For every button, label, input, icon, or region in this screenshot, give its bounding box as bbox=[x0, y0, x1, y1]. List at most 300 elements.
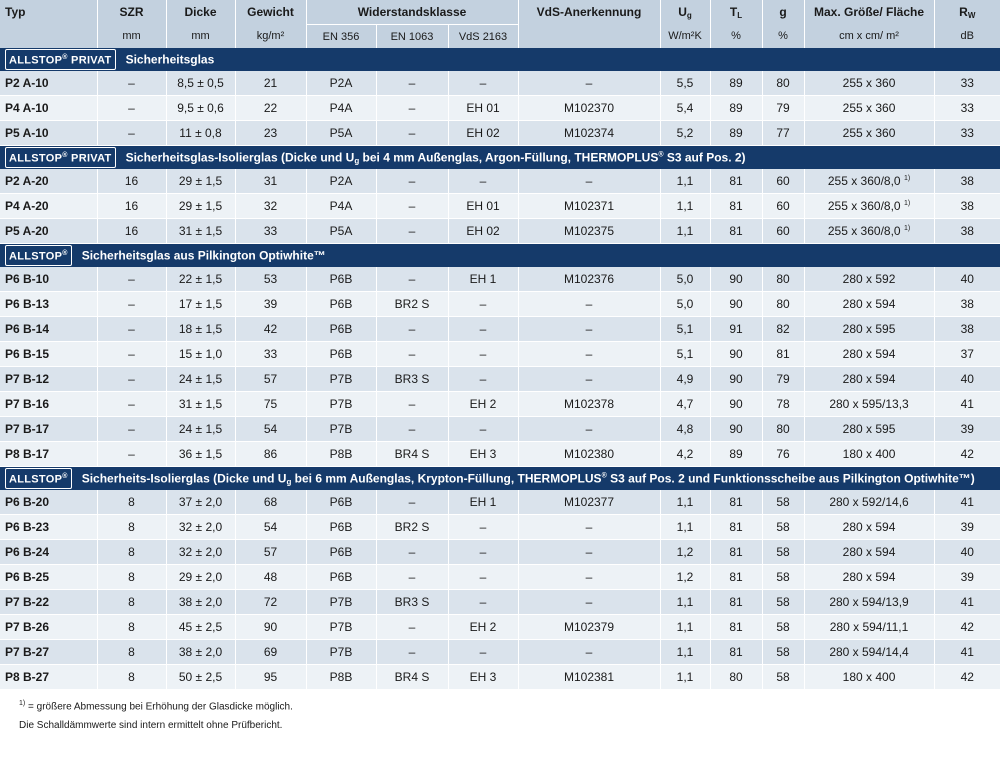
cell-tl bbox=[710, 121, 762, 146]
cell-value: – bbox=[408, 174, 416, 188]
cell-value: P8B bbox=[329, 447, 353, 461]
cell-dicke bbox=[166, 590, 235, 615]
cell-typ bbox=[0, 317, 97, 342]
cell-value: 39 bbox=[960, 520, 974, 534]
cell-en1063 bbox=[376, 665, 448, 690]
cell-value: – bbox=[128, 297, 135, 311]
cell-gewicht bbox=[235, 342, 306, 367]
cell-value: 50 ± 2,5 bbox=[178, 670, 223, 684]
cell-value: 38 ± 2,0 bbox=[178, 595, 223, 609]
cell-typ bbox=[0, 219, 97, 244]
cell-rw bbox=[934, 442, 1000, 467]
cell-rw bbox=[934, 267, 1000, 292]
cell-g bbox=[762, 342, 804, 367]
cell-en1063 bbox=[376, 367, 448, 392]
cell-value: 90 bbox=[729, 372, 743, 386]
cell-dicke bbox=[166, 194, 235, 219]
cell-vds-nr bbox=[518, 615, 660, 640]
cell-g bbox=[762, 615, 804, 640]
cell-value: 31 ± 1,5 bbox=[178, 224, 223, 238]
cell-value: P7 B-27 bbox=[5, 645, 50, 659]
cell-rw bbox=[934, 342, 1000, 367]
cell-value: EH 2 bbox=[469, 620, 497, 634]
cell-szr bbox=[97, 219, 166, 244]
cell-value: P7B bbox=[329, 397, 353, 411]
rw-sub: W bbox=[967, 10, 976, 20]
table-row bbox=[0, 640, 1000, 665]
cell-gewicht bbox=[235, 515, 306, 540]
cell-dicke bbox=[166, 317, 235, 342]
cell-value: 8 bbox=[128, 495, 135, 509]
section-title-rest: bei 4 mm Außenglas, Argon-Füllung, THERMOPLUS bbox=[359, 150, 659, 165]
cell-en1063 bbox=[376, 540, 448, 565]
cell-vds-nr bbox=[518, 292, 660, 317]
cell-en356 bbox=[306, 442, 376, 467]
cell-rw bbox=[934, 490, 1000, 515]
cell-value: P6B bbox=[329, 272, 353, 286]
cell-value: P6 B-15 bbox=[5, 347, 50, 361]
cell-value: – bbox=[479, 595, 487, 609]
cell-en356 bbox=[306, 590, 376, 615]
cell-value: 40 bbox=[960, 272, 974, 286]
cell-gewicht bbox=[235, 219, 306, 244]
cell-max-groesse bbox=[804, 665, 934, 690]
cell-rw bbox=[934, 590, 1000, 615]
cell-value: – bbox=[408, 645, 416, 659]
cell-value: – bbox=[408, 272, 416, 286]
cell-value: 80 bbox=[776, 272, 790, 286]
cell-value: 255 x 360 bbox=[842, 126, 896, 140]
table-row bbox=[0, 121, 1000, 146]
cell-en1063 bbox=[376, 590, 448, 615]
cell-value: P8 B-27 bbox=[5, 670, 50, 684]
cell-max-groesse bbox=[804, 515, 934, 540]
cell-vds-nr bbox=[518, 317, 660, 342]
cell-szr bbox=[97, 392, 166, 417]
cell-value: 15 ± 1,0 bbox=[178, 347, 223, 361]
unit-g: % bbox=[762, 25, 804, 49]
cell-value: 8 bbox=[128, 570, 135, 584]
cell-value: 1,1 bbox=[676, 520, 694, 534]
unit-szr: mm bbox=[97, 25, 166, 49]
cell-value: 8 bbox=[128, 620, 135, 634]
cell-value: 17 ± 1,5 bbox=[178, 297, 223, 311]
cell-tl bbox=[710, 540, 762, 565]
cell-tl bbox=[710, 342, 762, 367]
cell-value: P6B bbox=[329, 322, 353, 336]
cell-value: P6 B-23 bbox=[5, 520, 50, 534]
table-row bbox=[0, 71, 1000, 96]
cell-value: 280 x 594 bbox=[842, 545, 896, 559]
cell-ug bbox=[660, 392, 710, 417]
cell-vds2163 bbox=[448, 342, 518, 367]
cell-dicke bbox=[166, 96, 235, 121]
cell-en1063 bbox=[376, 169, 448, 194]
cell-value: 21 bbox=[263, 76, 278, 90]
cell-ug bbox=[660, 615, 710, 640]
cell-szr bbox=[97, 540, 166, 565]
cell-value: 8 bbox=[128, 520, 135, 534]
cell-value: – bbox=[479, 322, 487, 336]
cell-value: 5,4 bbox=[676, 101, 694, 115]
cell-typ bbox=[0, 342, 97, 367]
cell-value: 78 bbox=[776, 397, 790, 411]
cell-vds2163 bbox=[448, 565, 518, 590]
cell-value: – bbox=[128, 347, 135, 361]
cell-value: 77 bbox=[776, 126, 790, 140]
cell-value: – bbox=[585, 520, 593, 534]
cell-value: 81 bbox=[776, 347, 790, 361]
cell-value: P6 B-24 bbox=[5, 545, 50, 559]
table-row bbox=[0, 267, 1000, 292]
cell-en356 bbox=[306, 367, 376, 392]
units-row bbox=[0, 25, 1000, 49]
cell-value: 1,2 bbox=[676, 545, 694, 559]
cell-value: 80 bbox=[776, 76, 790, 90]
cell-tl bbox=[710, 565, 762, 590]
cell-value: 280 x 594/11,1 bbox=[829, 620, 909, 634]
table-row bbox=[0, 342, 1000, 367]
cell-tl bbox=[710, 615, 762, 640]
cell-value: – bbox=[128, 447, 135, 461]
cell-value: 33 bbox=[263, 347, 278, 361]
cell-value: – bbox=[479, 645, 487, 659]
cell-value: – bbox=[479, 174, 487, 188]
cell-ug bbox=[660, 96, 710, 121]
cell-value: 4,9 bbox=[676, 372, 694, 386]
unit-vds2163: VdS 2163 bbox=[448, 25, 518, 49]
cell-value: 255 x 360/8,0 bbox=[827, 224, 901, 238]
cell-value: 72 bbox=[263, 595, 278, 609]
cell-value: – bbox=[128, 101, 135, 115]
cell-dicke bbox=[166, 342, 235, 367]
table-row bbox=[0, 417, 1000, 442]
cell-value: P7B bbox=[329, 595, 353, 609]
cell-max-groesse bbox=[804, 417, 934, 442]
badge-mark: ® bbox=[62, 152, 68, 160]
cell-g bbox=[762, 121, 804, 146]
cell-value: 180 x 400 bbox=[842, 447, 896, 461]
cell-value: – bbox=[408, 347, 416, 361]
cell-value: 180 x 400 bbox=[842, 670, 896, 684]
cell-value: 1,1 bbox=[676, 495, 694, 509]
cell-value: P6 B-20 bbox=[5, 495, 50, 509]
section-title-end: S3 auf Pos. 2) bbox=[663, 150, 746, 165]
section-title-mark: ® bbox=[658, 151, 664, 159]
cell-tl bbox=[710, 665, 762, 690]
cell-value: EH 1 bbox=[469, 495, 497, 509]
cell-typ bbox=[0, 194, 97, 219]
cell-szr bbox=[97, 267, 166, 292]
cell-gewicht bbox=[235, 565, 306, 590]
badge-suffix: PRIVAT bbox=[67, 54, 112, 67]
cell-vds2163 bbox=[448, 490, 518, 515]
cell-ug bbox=[660, 367, 710, 392]
unit-rw: dB bbox=[934, 25, 1000, 49]
cell-value: 81 bbox=[729, 199, 743, 213]
cell-en356 bbox=[306, 71, 376, 96]
cell-en1063 bbox=[376, 267, 448, 292]
cell-en356 bbox=[306, 169, 376, 194]
cell-en1063 bbox=[376, 292, 448, 317]
cell-value: 81 bbox=[729, 620, 743, 634]
cell-dicke bbox=[166, 219, 235, 244]
cell-rw bbox=[934, 515, 1000, 540]
allstop-badge bbox=[5, 49, 116, 70]
cell-value: 53 bbox=[263, 272, 278, 286]
cell-vds-nr bbox=[518, 169, 660, 194]
cell-en356 bbox=[306, 665, 376, 690]
badge-text: ALLSTOP bbox=[9, 473, 63, 486]
cell-value: 38 ± 2,0 bbox=[178, 645, 223, 659]
cell-dicke bbox=[166, 640, 235, 665]
cell-value: 8 bbox=[128, 545, 135, 559]
cell-value: P5A bbox=[329, 126, 353, 140]
cell-value: 95 bbox=[263, 670, 278, 684]
cell-vds-nr bbox=[518, 665, 660, 690]
cell-vds2163 bbox=[448, 71, 518, 96]
cell-szr bbox=[97, 515, 166, 540]
cell-g bbox=[762, 565, 804, 590]
footnote-1-text: = größere Abmessung bei Erhöhung der Glasdicke möglich. bbox=[25, 701, 293, 713]
cell-value: 90 bbox=[729, 297, 743, 311]
cell-vds2163 bbox=[448, 417, 518, 442]
col-dicke: Dicke bbox=[166, 0, 235, 25]
cell-value: 58 bbox=[776, 595, 790, 609]
cell-ug bbox=[660, 540, 710, 565]
cell-value: – bbox=[128, 126, 135, 140]
cell-value: 5,0 bbox=[676, 297, 694, 311]
cell-value: 255 x 360 bbox=[842, 101, 896, 115]
cell-value: 1,1 bbox=[676, 670, 694, 684]
section-title-rest: bei 6 mm Außenglas, Krypton-Füllung, THERMOPLUS bbox=[291, 471, 602, 486]
cell-value: 32 ± 2,0 bbox=[178, 545, 223, 559]
allstop-badge bbox=[5, 147, 116, 168]
cell-dicke bbox=[166, 121, 235, 146]
cell-rw bbox=[934, 615, 1000, 640]
cell-value: 16 bbox=[124, 199, 139, 213]
unit-gewicht: kg/m² bbox=[235, 25, 306, 49]
cell-vds2163 bbox=[448, 515, 518, 540]
tl-sub: L bbox=[737, 10, 743, 20]
cell-rw bbox=[934, 169, 1000, 194]
cell-szr bbox=[97, 121, 166, 146]
cell-ug bbox=[660, 417, 710, 442]
cell-value: 39 bbox=[263, 297, 278, 311]
cell-rw bbox=[934, 417, 1000, 442]
cell-gewicht bbox=[235, 417, 306, 442]
cell-value: P5 A-10 bbox=[5, 126, 49, 140]
tl-label: T bbox=[729, 4, 738, 19]
footnote-marker: 1) bbox=[903, 225, 911, 232]
cell-dicke bbox=[166, 515, 235, 540]
cell-szr bbox=[97, 442, 166, 467]
cell-value: P6B bbox=[329, 297, 353, 311]
cell-value: – bbox=[408, 199, 416, 213]
cell-value: 60 bbox=[776, 199, 790, 213]
cell-typ bbox=[0, 71, 97, 96]
cell-value: – bbox=[479, 347, 487, 361]
cell-tl bbox=[710, 417, 762, 442]
cell-value: P5A bbox=[329, 224, 353, 238]
cell-tl bbox=[710, 392, 762, 417]
cell-value: 8 bbox=[128, 670, 135, 684]
allstop-badge bbox=[5, 468, 72, 489]
cell-value: 16 bbox=[124, 224, 139, 238]
cell-value: 81 bbox=[729, 520, 743, 534]
header-row bbox=[0, 0, 1000, 25]
cell-vds2163 bbox=[448, 392, 518, 417]
cell-g bbox=[762, 219, 804, 244]
cell-en1063 bbox=[376, 71, 448, 96]
cell-value: – bbox=[585, 372, 593, 386]
cell-rw bbox=[934, 71, 1000, 96]
cell-value: – bbox=[128, 76, 135, 90]
cell-ug bbox=[660, 515, 710, 540]
cell-rw bbox=[934, 96, 1000, 121]
cell-g bbox=[762, 71, 804, 96]
cell-vds-nr bbox=[518, 367, 660, 392]
cell-max-groesse bbox=[804, 540, 934, 565]
cell-value: 16 bbox=[124, 174, 139, 188]
cell-ug bbox=[660, 317, 710, 342]
cell-szr bbox=[97, 367, 166, 392]
cell-value: – bbox=[585, 322, 593, 336]
cell-en1063 bbox=[376, 565, 448, 590]
cell-value: 280 x 594/13,9 bbox=[829, 595, 909, 609]
cell-value: 42 bbox=[263, 322, 278, 336]
cell-vds2163 bbox=[448, 292, 518, 317]
cell-value: 1,2 bbox=[676, 570, 694, 584]
table-row bbox=[0, 169, 1000, 194]
cell-value: 33 bbox=[960, 76, 974, 90]
cell-g bbox=[762, 169, 804, 194]
cell-en356 bbox=[306, 317, 376, 342]
table-row bbox=[0, 219, 1000, 244]
cell-value: 24 ± 1,5 bbox=[178, 422, 223, 436]
cell-vds-nr bbox=[518, 96, 660, 121]
cell-szr bbox=[97, 194, 166, 219]
table-row bbox=[0, 96, 1000, 121]
cell-gewicht bbox=[235, 71, 306, 96]
cell-g bbox=[762, 640, 804, 665]
cell-vds-nr bbox=[518, 565, 660, 590]
cell-value: – bbox=[479, 297, 487, 311]
cell-typ bbox=[0, 367, 97, 392]
cell-gewicht bbox=[235, 590, 306, 615]
cell-dicke bbox=[166, 292, 235, 317]
cell-typ bbox=[0, 640, 97, 665]
cell-ug bbox=[660, 292, 710, 317]
cell-value: P4 A-20 bbox=[5, 199, 49, 213]
cell-value: 42 bbox=[960, 620, 974, 634]
cell-value: 8 bbox=[128, 645, 135, 659]
cell-value: P6 B-25 bbox=[5, 570, 50, 584]
cell-vds2163 bbox=[448, 640, 518, 665]
cell-value: P7B bbox=[329, 620, 353, 634]
cell-value: 255 x 360/8,0 bbox=[827, 174, 901, 188]
cell-value: 4,2 bbox=[676, 447, 694, 461]
badge-suffix: PRIVAT bbox=[67, 152, 112, 165]
cell-value: 58 bbox=[776, 620, 790, 634]
cell-value: P6 B-13 bbox=[5, 297, 50, 311]
cell-gewicht bbox=[235, 267, 306, 292]
cell-value: 280 x 594 bbox=[842, 570, 896, 584]
unit-max: cm x cm/ m² bbox=[804, 25, 934, 49]
cell-value: P7 B-22 bbox=[5, 595, 50, 609]
cell-ug bbox=[660, 665, 710, 690]
cell-value: 81 bbox=[729, 570, 743, 584]
cell-g bbox=[762, 367, 804, 392]
cell-value: – bbox=[479, 76, 487, 90]
cell-value: 81 bbox=[729, 224, 743, 238]
cell-rw bbox=[934, 219, 1000, 244]
cell-value: – bbox=[128, 397, 135, 411]
cell-tl bbox=[710, 71, 762, 96]
badge-text: ALLSTOP bbox=[9, 152, 63, 165]
cell-rw bbox=[934, 292, 1000, 317]
section-title: Sicherheitsglas bbox=[125, 52, 215, 67]
cell-gewicht bbox=[235, 317, 306, 342]
cell-value: 58 bbox=[776, 495, 790, 509]
cell-value: 1,1 bbox=[676, 224, 694, 238]
cell-max-groesse bbox=[804, 121, 934, 146]
cell-value: M102380 bbox=[563, 447, 615, 461]
cell-value: – bbox=[408, 570, 416, 584]
cell-value: 280 x 595 bbox=[842, 422, 896, 436]
cell-vds-nr bbox=[518, 515, 660, 540]
cell-ug bbox=[660, 71, 710, 96]
cell-value: P2A bbox=[329, 76, 353, 90]
section-title-mark: ® bbox=[601, 472, 607, 480]
col-gewicht: Gewicht bbox=[235, 0, 306, 25]
cell-gewicht bbox=[235, 392, 306, 417]
cell-value: 1,1 bbox=[676, 199, 694, 213]
cell-rw bbox=[934, 565, 1000, 590]
cell-value: 91 bbox=[729, 322, 743, 336]
badge-mark: ® bbox=[62, 54, 68, 62]
cell-value: 255 x 360/8,0 bbox=[827, 199, 901, 213]
cell-en1063 bbox=[376, 442, 448, 467]
cell-dicke bbox=[166, 169, 235, 194]
cell-en356 bbox=[306, 615, 376, 640]
cell-dicke bbox=[166, 367, 235, 392]
cell-value: 8,5 ± 0,5 bbox=[177, 76, 224, 90]
cell-value: M102374 bbox=[563, 126, 615, 140]
cell-value: 90 bbox=[729, 347, 743, 361]
cell-en1063 bbox=[376, 490, 448, 515]
cell-gewicht bbox=[235, 615, 306, 640]
cell-value: 4,8 bbox=[676, 422, 694, 436]
cell-typ bbox=[0, 490, 97, 515]
cell-value: 4,7 bbox=[676, 397, 694, 411]
cell-value: BR2 S bbox=[394, 297, 430, 311]
cell-dicke bbox=[166, 615, 235, 640]
cell-value: 39 bbox=[960, 422, 974, 436]
table-row bbox=[0, 515, 1000, 540]
table-row bbox=[0, 194, 1000, 219]
cell-szr bbox=[97, 590, 166, 615]
cell-value: P2 A-10 bbox=[5, 76, 49, 90]
cell-value: – bbox=[585, 645, 593, 659]
cell-value: 280 x 594 bbox=[842, 297, 896, 311]
cell-value: 280 x 594 bbox=[842, 520, 896, 534]
cell-value: BR4 S bbox=[394, 447, 430, 461]
cell-value: – bbox=[408, 76, 416, 90]
cell-tl bbox=[710, 317, 762, 342]
cell-value: 90 bbox=[729, 272, 743, 286]
cell-en356 bbox=[306, 515, 376, 540]
